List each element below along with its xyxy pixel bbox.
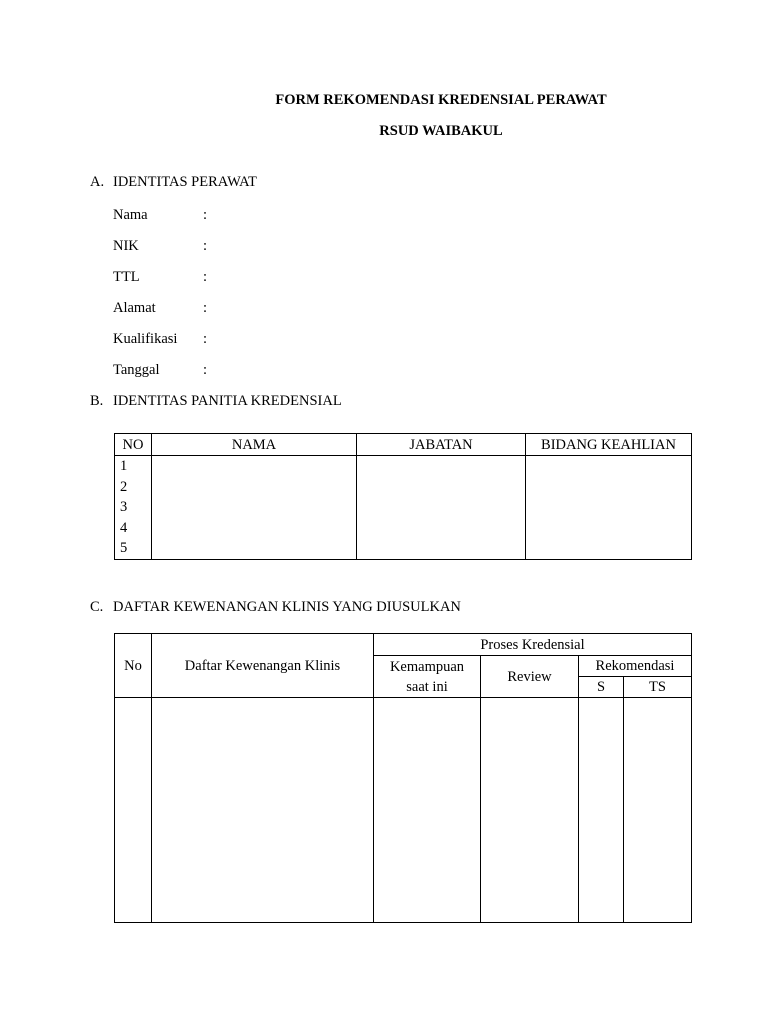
field-tanggal: [113, 362, 207, 379]
form-title: FORM REKOMENDASI KREDENSIAL PERAWAT: [275, 92, 607, 108]
col-review-header: Review: [481, 656, 579, 698]
section-a-letter: A.: [90, 174, 105, 190]
kewenangan-no-cell[interactable]: [115, 698, 152, 923]
field-alamat-sep: :: [203, 300, 208, 316]
field-nama-label: Nama: [113, 207, 148, 223]
field-kualifikasi-sep: :: [203, 331, 208, 347]
field-ttl-sep: :: [203, 269, 208, 285]
panitia-header-row: [115, 434, 692, 456]
col-kemampuan-header: [374, 656, 481, 698]
panitia-nama-cell[interactable]: [152, 456, 357, 560]
col-proses-header: Proses Kredensial: [374, 634, 692, 656]
field-nama-sep: :: [203, 207, 208, 223]
col-bidang-header: BIDANG KEAHLIAN: [526, 434, 692, 456]
kewenangan-table: [114, 633, 692, 923]
kewenangan-ts-cell[interactable]: [624, 698, 692, 923]
col-rekomendasi-header: Rekomendasi: [579, 656, 692, 677]
section-c-heading: [90, 599, 461, 616]
col-jabatan-header: JABATAN: [357, 434, 526, 456]
panitia-row-no: 1: [120, 458, 128, 474]
panitia-bidang-cell[interactable]: [526, 456, 692, 560]
section-a-title: IDENTITAS PERAWAT: [113, 174, 257, 190]
field-kualifikasi: [113, 331, 207, 348]
kewenangan-s-cell[interactable]: [579, 698, 624, 923]
field-tanggal-label: Tanggal: [113, 362, 160, 378]
col-s-header: S: [579, 677, 624, 698]
section-c-letter: C.: [90, 599, 104, 615]
col-nama-header: NAMA: [152, 434, 357, 456]
field-tanggal-sep: :: [203, 362, 208, 378]
col-ts-header: TS: [624, 677, 692, 698]
kewenangan-body-row: [115, 698, 692, 923]
section-a-heading: [90, 174, 257, 191]
col-daftar-header: Daftar Kewenangan Klinis: [152, 634, 374, 698]
col-no-header: No: [115, 634, 152, 698]
panitia-table: [114, 433, 692, 560]
field-nik-label: NIK: [113, 238, 139, 254]
field-nama: [113, 207, 207, 224]
section-b-letter: B.: [90, 393, 104, 409]
kewenangan-daftar-cell[interactable]: [152, 698, 374, 923]
panitia-no-cell: [115, 456, 152, 560]
panitia-row-no: 4: [120, 519, 128, 536]
form-subtitle: RSUD WAIBAKUL: [379, 123, 503, 139]
col-no-header: NO: [115, 434, 152, 456]
section-c-title: DAFTAR KEWENANGAN KLINIS YANG DIUSULKAN: [113, 599, 461, 615]
kewenangan-header-row-1: [115, 634, 692, 656]
panitia-row-no: 3: [120, 499, 128, 515]
panitia-row-no: 5: [120, 540, 128, 556]
kewenangan-review-cell[interactable]: [481, 698, 579, 923]
field-alamat: [113, 300, 207, 317]
panitia-body-row: [115, 456, 692, 560]
section-b-title: IDENTITAS PANITIA KREDENSIAL: [113, 393, 342, 409]
panitia-row-no: 2: [120, 478, 128, 495]
field-alamat-label: Alamat: [113, 300, 156, 316]
field-kualifikasi-label: Kualifikasi: [113, 331, 178, 347]
field-ttl-label: TTL: [113, 269, 140, 285]
col-kemampuan-line-1: Kemampuan: [389, 658, 465, 675]
section-b-heading: [90, 393, 342, 410]
col-kemampuan-line-2: saat ini: [406, 678, 448, 695]
field-nik: [113, 238, 207, 255]
kewenangan-kemampuan-cell[interactable]: [374, 698, 481, 923]
field-nik-sep: :: [203, 238, 208, 254]
panitia-jabatan-cell[interactable]: [357, 456, 526, 560]
field-ttl: [113, 269, 207, 286]
